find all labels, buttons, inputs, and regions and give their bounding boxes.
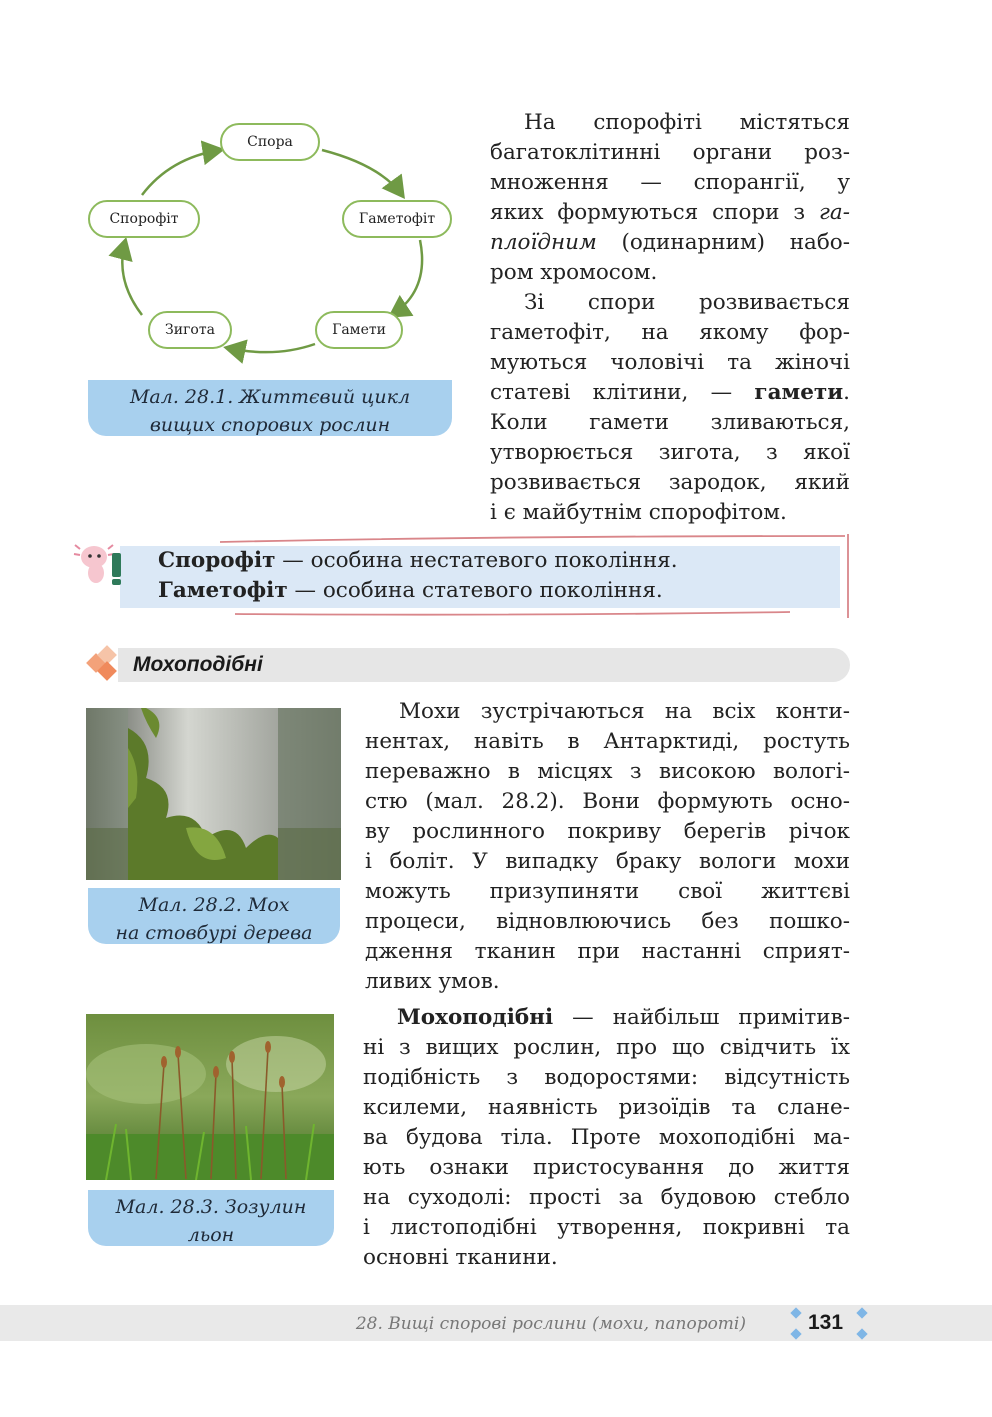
node-gamety: Гамети xyxy=(315,311,403,349)
moss-paragraph-2: Мохоподібні — найбільш примітив- ні з вищих рослин, про що свідчить їх подібність з водоростями: відсутність ксилеми, наявність ризоїдів та слане- ва будова тіла. Проте мохоподібні ма- ють ознаки пристосування до життя на суходолі: прості за будовою стебло і листоподібні утворення, покривні та основні тканини. xyxy=(363,1005,850,1270)
node-sporofit: Спорофіт xyxy=(88,200,200,238)
intro-paragraph: На спорофіті містяться багатоклітинні органи роз- множення — спорангії, у яких формуються спори з га- плоїдним (одинарним) набо- ром хромосом. Зі спори розвивається гаметофіт, на якому фор- муються чоловічі та жіночі статеві клітини, — гамети. Коли гамети зливаються, утворюється зигота, з якої розвивається зародок, який і є майбутнім спорофітом. xyxy=(490,110,850,525)
arrow-spora-gametofit xyxy=(322,150,402,195)
photo-moss-on-tree xyxy=(86,708,341,880)
section-title: Мохоподібні xyxy=(133,653,263,676)
page-number: 131 xyxy=(808,1311,844,1334)
node-gametofit: Гаметофіт xyxy=(342,200,452,238)
node-spora: Спора xyxy=(220,123,320,161)
node-zygota: Зигота xyxy=(148,311,232,349)
definition-gametofit: Гаметофіт — особина статевого покоління. xyxy=(158,578,663,603)
moss-paragraph-1: Мохи зустрічаються на всіх конти- нентах, навіть в Антарктиді, ростуть переважно в місцях з високою вологі- стю (мал. 28.2). Вони формують осно- ву рослинного покриву берегів річок і боліт. У випадку браку вологи мохи можуть призупиняти свої життєві процеси, відновлюючись без пошко- дження тканин при настанні сприят- ливих умов. xyxy=(365,699,850,994)
caption-fig-28-3: Мал. 28.3. Зозулин льон xyxy=(88,1190,334,1246)
caption-fig-28-2: Мал. 28.2. Мох на стовбурі дерева xyxy=(88,888,340,944)
section-diamond-icon xyxy=(84,644,126,684)
arrow-zygota-sporofit xyxy=(122,242,142,315)
definition-sporofit: Спорофіт — особина нестатевого покоління. xyxy=(158,548,678,573)
axolotl-mascot-icon xyxy=(72,535,130,587)
life-cycle-diagram xyxy=(80,110,460,370)
arrow-gamety-zygota xyxy=(228,344,315,352)
running-title: 28. Вищі спорові рослини (мохи, папороті) xyxy=(355,1314,746,1334)
caption-fig-28-1: Мал. 28.1. Життєвий цикл вищих спорових рослин xyxy=(88,380,452,436)
photo-haircap-moss xyxy=(86,1014,334,1180)
arrow-sporofit-spora xyxy=(142,150,220,195)
arrow-gametofit-gamety xyxy=(392,240,422,315)
